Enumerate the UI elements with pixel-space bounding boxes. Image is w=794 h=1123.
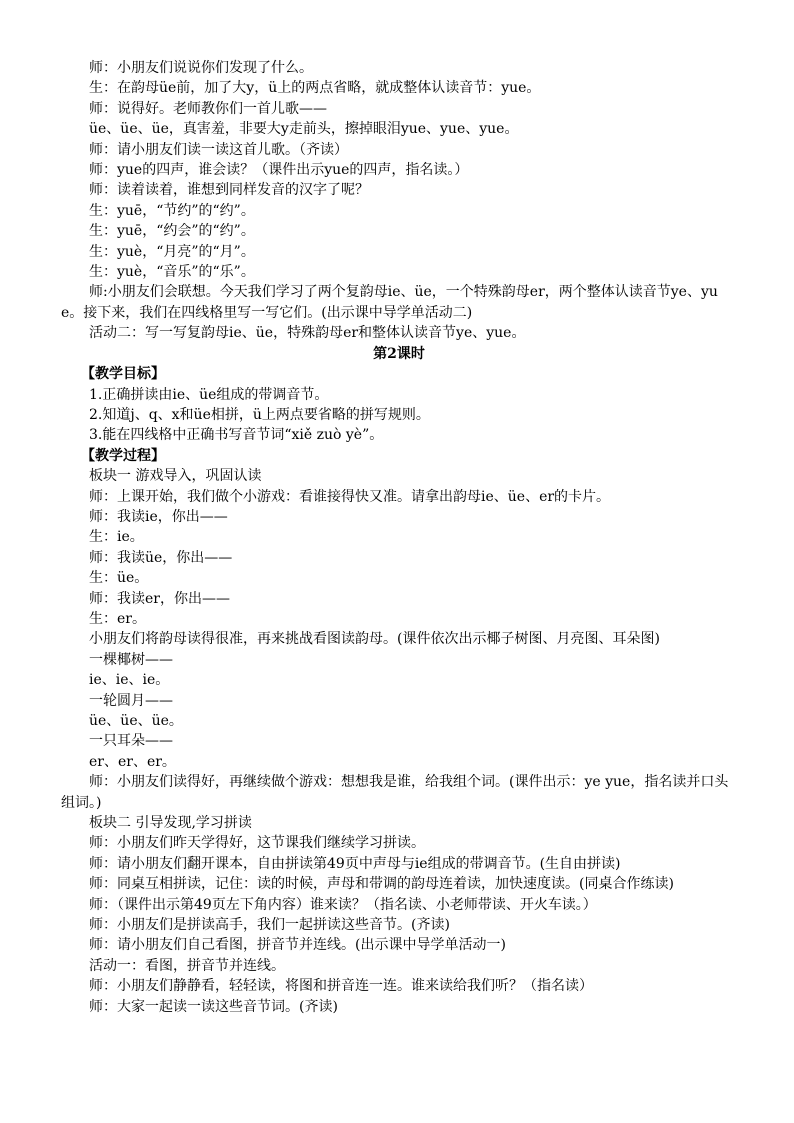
paragraph: 师：小朋友们是拼读高手，我们一起拼读这些音节。(齐读) (89, 917, 450, 934)
goal-item: 1.正确拼读由ie、üe组成的带调音节。 (89, 386, 329, 403)
section-title: 【教学过程】 (81, 447, 165, 464)
paragraph: 师：我读üe，你出—— (89, 549, 233, 566)
paragraph: 师：我读ie，你出—— (89, 508, 228, 525)
paragraph: 一轮圆月—— (89, 692, 173, 709)
paragraph: üe、üe、üe。 (89, 713, 183, 729)
paragraph: 师：小朋友们说说你们发现了什么。 (89, 60, 313, 76)
paragraph: 活动二：写一写复韵母ie、üe，特殊韵母er和整体认读音节ye、yue。 (89, 325, 526, 342)
paragraph: 一棵椰树—— (89, 651, 173, 668)
lesson-text (61, 58, 737, 1017)
goal-item: 3.能在四线格中正确书写音节词“xiě zuò yè”。 (89, 427, 384, 444)
paragraph: 师：说得好。老师教你们一首儿歌—— (89, 100, 327, 117)
paragraph: 板块二 引导发现,学习拼读 (89, 815, 252, 832)
paragraph: 小朋友们将韵母读得很准，再来挑战看图读韵母。(课件依次出示椰子树图、月亮图、耳朵图) (89, 631, 660, 648)
paragraph: er、er、er。 (89, 753, 176, 770)
paragraph: 生：yuè，“音乐”的“乐”。 (89, 264, 255, 281)
paragraph: 师：yue的四声，谁会读？（课件出示yue的四声，指名读。） (89, 162, 469, 179)
paragraph: 师：同桌互相拼读，记住：读的时候，声母和带调的韵母连着读，加快速度读。(同桌合作练读) (89, 876, 674, 893)
paragraph: 师:小朋友们会联想。今天我们学习了两个复韵母ie、üe，一个特殊韵母er，两个整体认读音节ye、yue。接下来，我们在四线格里写一写它们。(出示课中导学单活动二) (61, 284, 718, 321)
paragraph: 生：在韵母üe前，加了大y，ü上的两点省略，就成整体认读音节：yue。 (89, 80, 541, 97)
paragraph: 一只耳朵—— (89, 733, 173, 750)
paragraph: 师：我读er，你出—— (89, 590, 230, 607)
paragraph: 生：ie。 (89, 529, 144, 546)
paragraph: 生：er。 (89, 610, 146, 627)
goal-item: 2.知道j、q、x和üe相拼，ü上两点要省略的拼写规则。 (89, 406, 430, 423)
paragraph: ie、ie、ie。 (89, 672, 170, 689)
paragraph: 师：请小朋友们翻开课本，自由拼读第49页中声母与ie组成的带调音节。(生自由拼读) (89, 855, 621, 872)
paragraph: 师：请小朋友们自己看图，拼音节并连线。(出示课中导学单活动一) (89, 937, 506, 954)
paragraph: 生：yuè，“月亮”的“月”。 (89, 243, 255, 260)
paragraph: 生：yuē，“节约”的“约”。 (89, 202, 255, 219)
paragraph: 师：大家一起读一读这些音节词。(齐读) (89, 998, 338, 1015)
paragraph: 师：小朋友们昨天学得好，这节课我们继续学习拼读。 (89, 835, 425, 852)
paragraph: 生：yuē，“约会”的“约”。 (89, 223, 255, 240)
paragraph: 师：请小朋友们读一读这首儿歌。（齐读） (89, 141, 348, 158)
paragraph: 板块一 游戏导入，巩固认读 (89, 468, 262, 485)
section-title: 【教学目标】 (81, 366, 165, 383)
lesson-heading: 第2课时 (373, 345, 425, 362)
paragraph: 师：上课开始，我们做个小游戏：看谁接得快又准。请拿出韵母ie、üe、er的卡片。 (89, 488, 611, 505)
paragraph: 师：读着读着，谁想到同样发音的汉字了呢？ (89, 182, 369, 199)
paragraph: 生：üe。 (89, 570, 149, 587)
paragraph: 师：小朋友们静静看，轻轻读，将图和拼音连一连。谁来读给我们听？（指名读） (89, 978, 593, 995)
paragraph: üe、üe、üe，真害羞，非要大y走前头，擦掉眼泪yue、yue、yue。 (89, 121, 519, 138)
paragraph: 活动一：看图，拼音节并连线。 (89, 957, 285, 974)
paragraph: 师：小朋友们读得好，再继续做个游戏：想想我是谁，给我组个词。(课件出示：ye yue，指名读并口头组词。) (61, 774, 729, 811)
paragraph: 师：（课件出示第49页左下角内容）谁来读？（指名读、小老师带读、开火车读。） (89, 896, 597, 913)
